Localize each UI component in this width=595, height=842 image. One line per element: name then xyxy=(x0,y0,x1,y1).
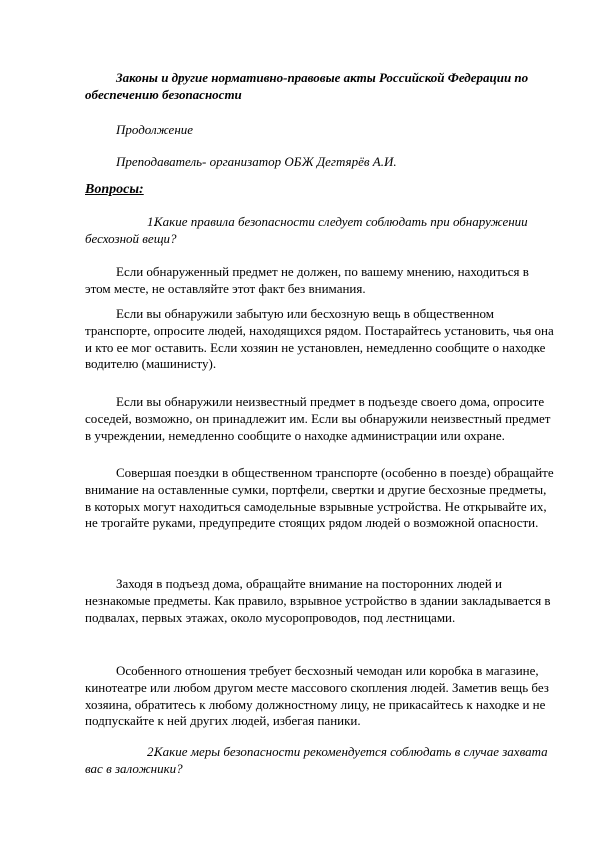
paragraph-4: Совершая поездки в общественном транспорте (особенно в поезде) обращайте внимание на оставленные сумки, портфели, свертки и другие бесхозные предметы, в которых могут находиться самодельные взрывные устройства. Не открывайте их, не трогайте руками, предупредите стоящих рядом людей о возможной опасности. xyxy=(85,465,554,531)
paragraph-3: Если вы обнаружили неизвестный предмет в подъезде своего дома, опросите соседей, возможно, он принадлежит им. Если вы обнаружили неизвестный предмет в учреждении, немедленно сообщите о находке администрации или охране. xyxy=(85,394,551,443)
author-line: Преподаватель- организатор ОБЖ Дегтярёв А.И. xyxy=(116,154,397,169)
questions-heading-text: Вопросы: xyxy=(85,182,144,197)
paragraph-1: Если обнаруженный предмет не должен, по вашему мнению, находиться в этом месте, не оставляйте этот факт без внимания. xyxy=(85,264,529,296)
questions-heading xyxy=(85,181,555,199)
question-1-number: 1. xyxy=(147,214,157,229)
paragraph-6: Особенного отношения требует бесхозный чемодан или коробка в магазине, кинотеатре или любом другом месте массового скопления людей. Заметив вещь без хозяина, обратитесь к любому должностному лицу, не прикасайтесь к находке и не подпускайте к ней других людей, избегая паники. xyxy=(85,663,549,729)
paragraph-5: Заходя в подъезд дома, обращайте внимание на посторонних людей и незнакомые предметы. Как правило, взрывное устройство в здании закладывается в подвалах, первых этажах, около мусоропроводов, под лестницами. xyxy=(85,576,551,625)
document-title: Законы и другие нормативно-правовые акты Российской Федерации по обеспечению безопасности xyxy=(85,70,529,102)
question-1 xyxy=(85,214,555,248)
question-2 xyxy=(85,744,555,778)
paragraph-2: Если вы обнаружили забытую или бесхозную вещь в общественном транспорте, опросите людей, находящихся рядом. Постарайтесь установить, чья она и кто ее мог оставить. Если хозяин не установлен, немедленно сообщите о находке водителю (машинисту). xyxy=(85,306,554,372)
question-1-text: Какие правила безопасности следует соблюдать при обнаружении бесхозной вещи? xyxy=(85,214,528,246)
question-2-number: 2. xyxy=(147,744,157,759)
continuation-label: Продолжение xyxy=(116,122,194,137)
question-2-text: Какие меры безопасности рекомендуется соблюдать в случае захвата вас в заложники? xyxy=(85,744,548,776)
